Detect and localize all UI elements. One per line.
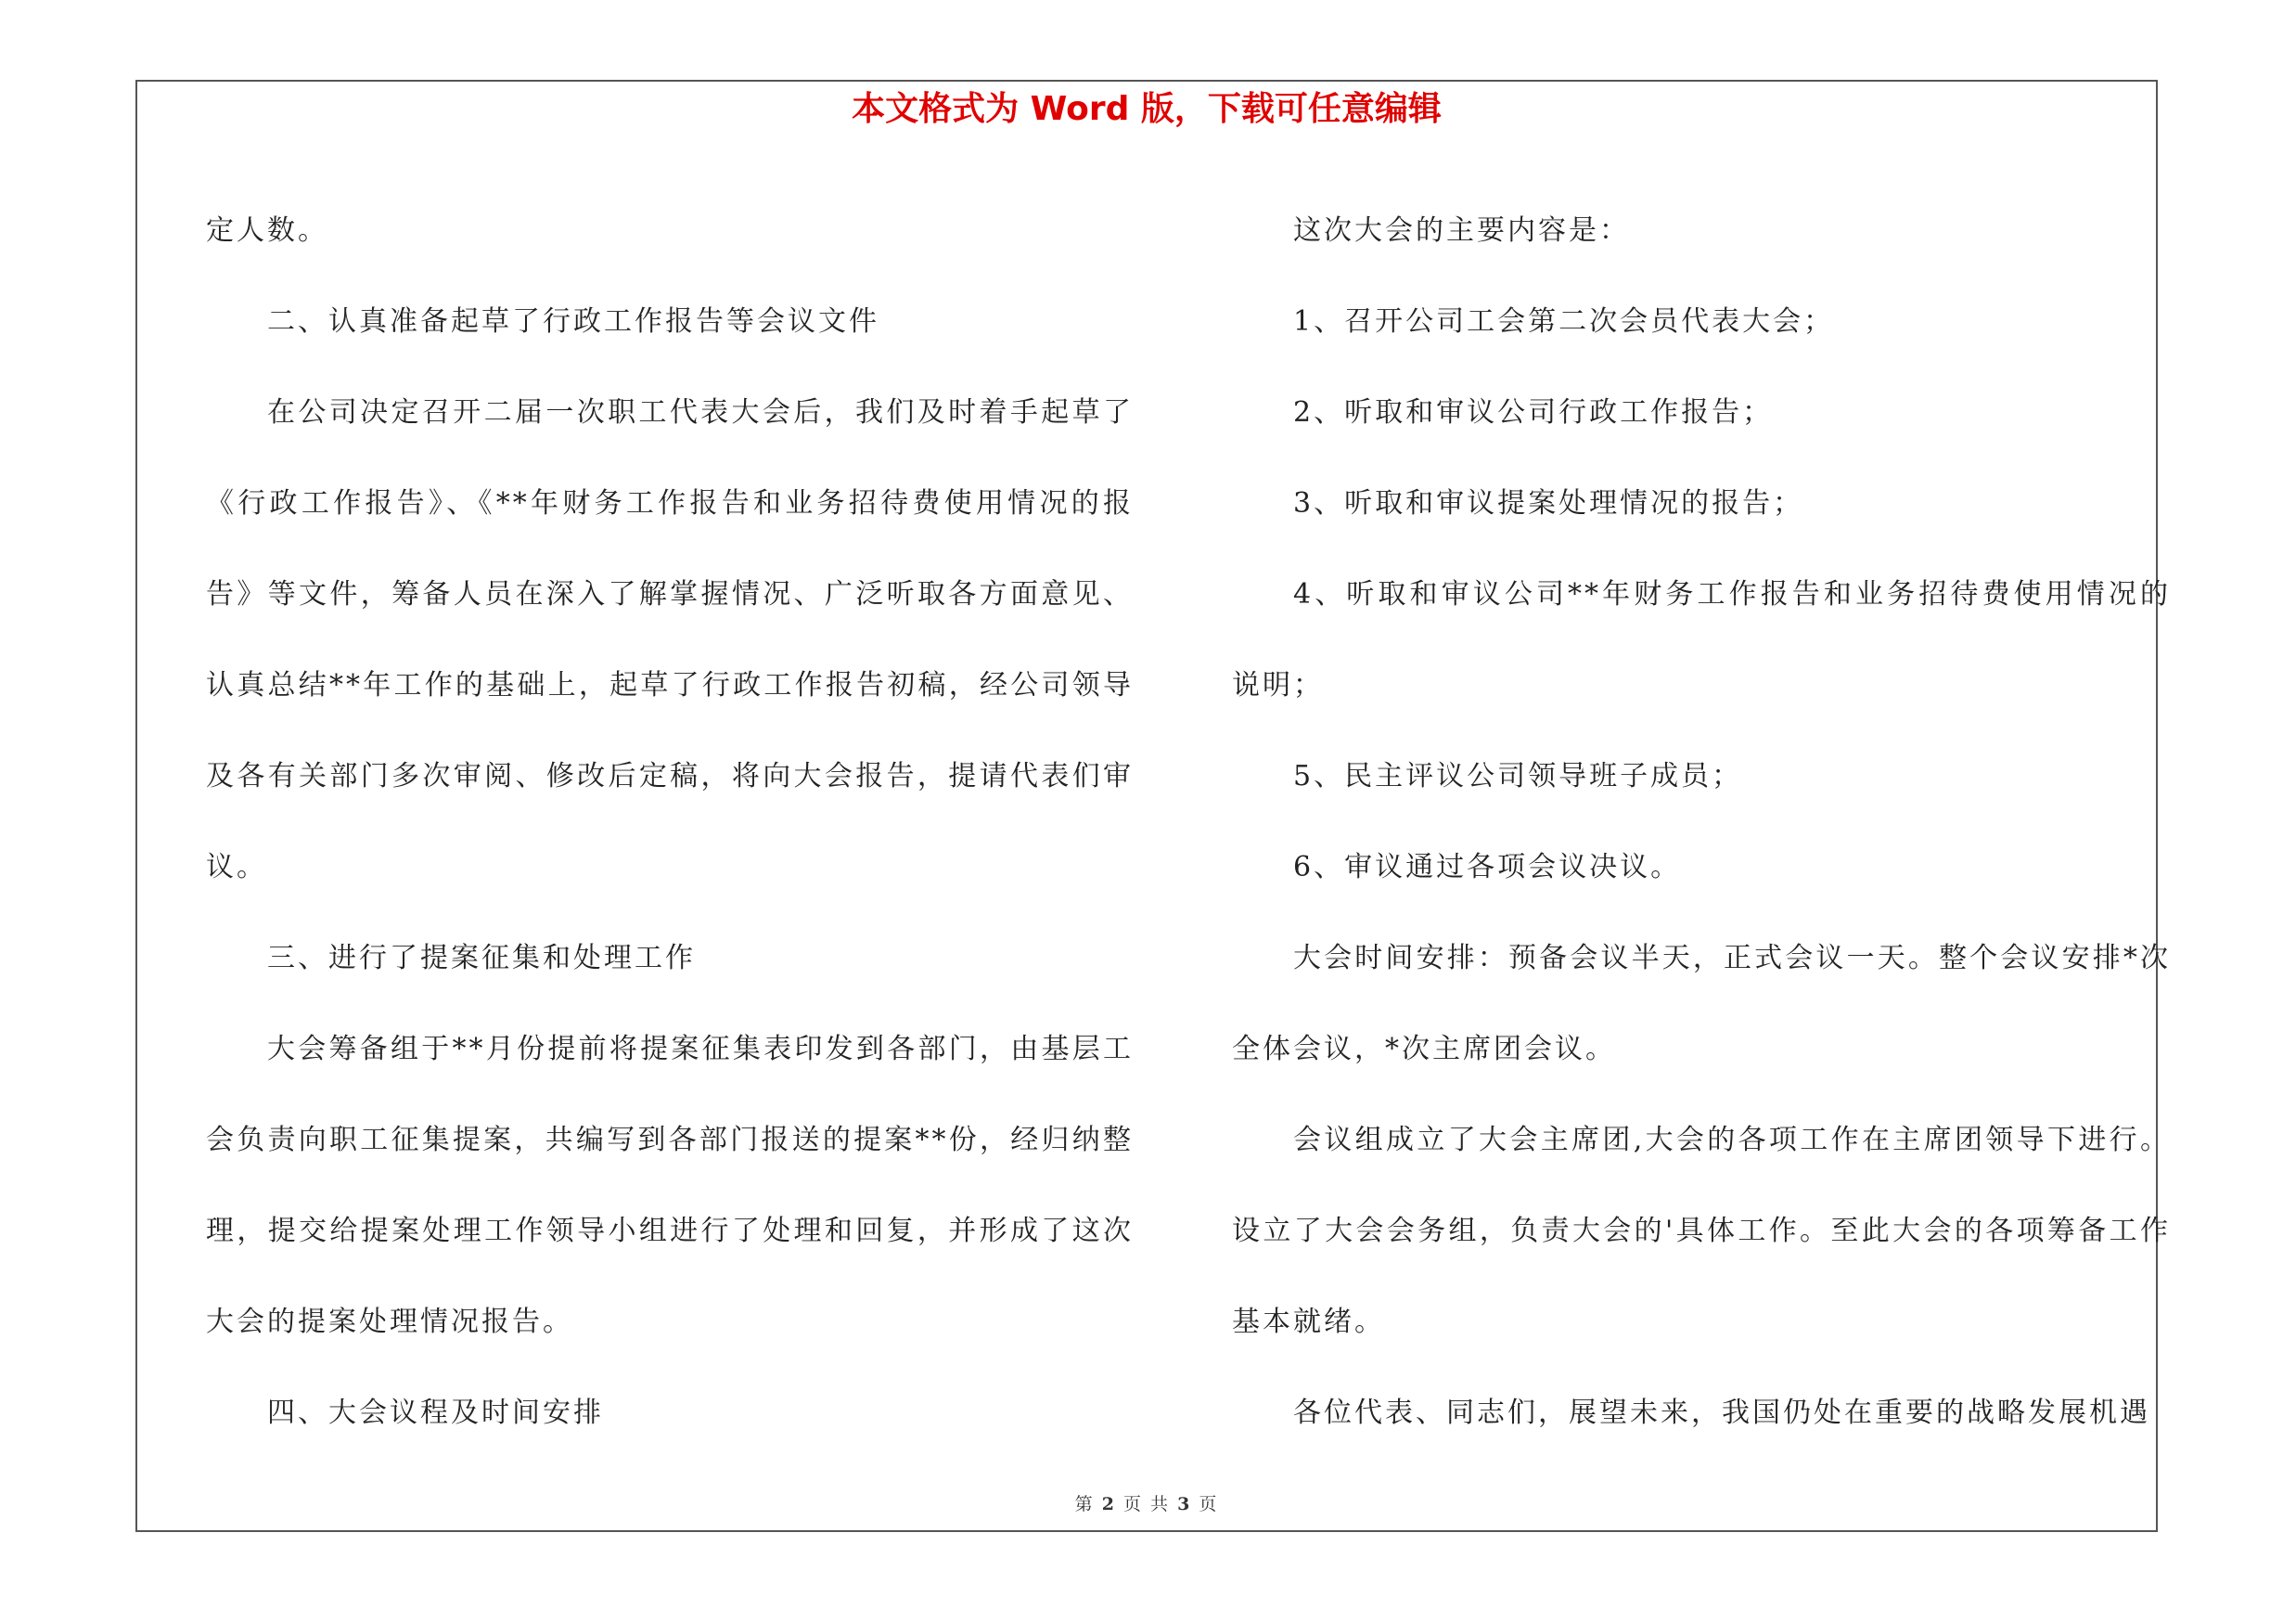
schedule-paragraph: 大会时间安排：预备会议半天，正式会议一天。整个会议安排*次全体会议，*次主席团会议。 <box>1232 942 2171 1065</box>
section-heading-agenda: 四、大会议程及时间安排 <box>267 1397 604 1429</box>
agenda-item-1: 1、召开公司工会第二次会员代表大会； <box>1293 305 1835 338</box>
footer-suffix: 页 <box>1199 1494 1219 1514</box>
left-paragraph-proposals: 大会筹备组于**月份提前将提案征集表印发到各部门，由基层工会负责向职工征集提案，共编写到各部门报送的提案**份，经归纳整理，提交给提案处理工作领导小组进行了处理和回复，并形成了这次大会的提案处理情况报告。 <box>206 1033 1134 1338</box>
left-column <box>206 186 1134 1459</box>
left-paragraph-drafting: 在公司决定召开二届一次职工代表大会后，我们及时着手起草了《行政工作报告》、《**年财务工作报告和业务招待费使用情况的报告》等文件，筹备人员在深入了解掌握情况、广泛听取各方面意见、认真总结**年工作的基础上，起草了行政工作报告初稿，经公司领导及各有关部门多次审阅、修改后定稿，将向大会报告，提请代表们审议。 <box>206 396 1134 883</box>
left-paragraph-1: 定人数。 <box>206 214 328 247</box>
agenda-item-3: 3、听取和审议提案处理情况的报告； <box>1293 487 1804 520</box>
agenda-intro: 这次大会的主要内容是： <box>1293 214 1630 247</box>
section-heading-proposals: 三、进行了提案征集和处理工作 <box>267 942 696 974</box>
agenda-item-5: 5、民主评议公司领导班子成员； <box>1293 760 1743 792</box>
footer-middle: 页 共 <box>1122 1494 1171 1514</box>
agenda-item-2: 2、听取和审议公司行政工作报告； <box>1293 396 1774 429</box>
footer-prefix: 第 <box>1074 1494 1095 1514</box>
page-footer <box>135 1492 2158 1516</box>
right-column <box>1232 186 2171 1459</box>
word-format-banner: 本文格式为 Word 版，下载可任意编辑 <box>852 90 1442 128</box>
current-page-number: 2 <box>1101 1494 1116 1514</box>
closing-paragraph: 各位代表、同志们，展望未来，我国仍处在重要的战略发展机遇 <box>1293 1397 2150 1429</box>
total-pages-number: 3 <box>1177 1494 1192 1514</box>
agenda-item-6: 6、审议通过各项会议决议。 <box>1293 851 1682 883</box>
section-heading-drafting: 二、认真准备起草了行政工作报告等会议文件 <box>267 305 879 338</box>
agenda-item-4: 4、听取和审议公司**年财务工作报告和业务招待费使用情况的说明； <box>1232 578 2171 702</box>
presidium-paragraph: 会议组成立了大会主席团,大会的各项工作在主席团领导下进行。设立了大会会务组，负责大会的'具体工作。至此大会的各项筹备工作基本就绪。 <box>1232 1124 2171 1338</box>
